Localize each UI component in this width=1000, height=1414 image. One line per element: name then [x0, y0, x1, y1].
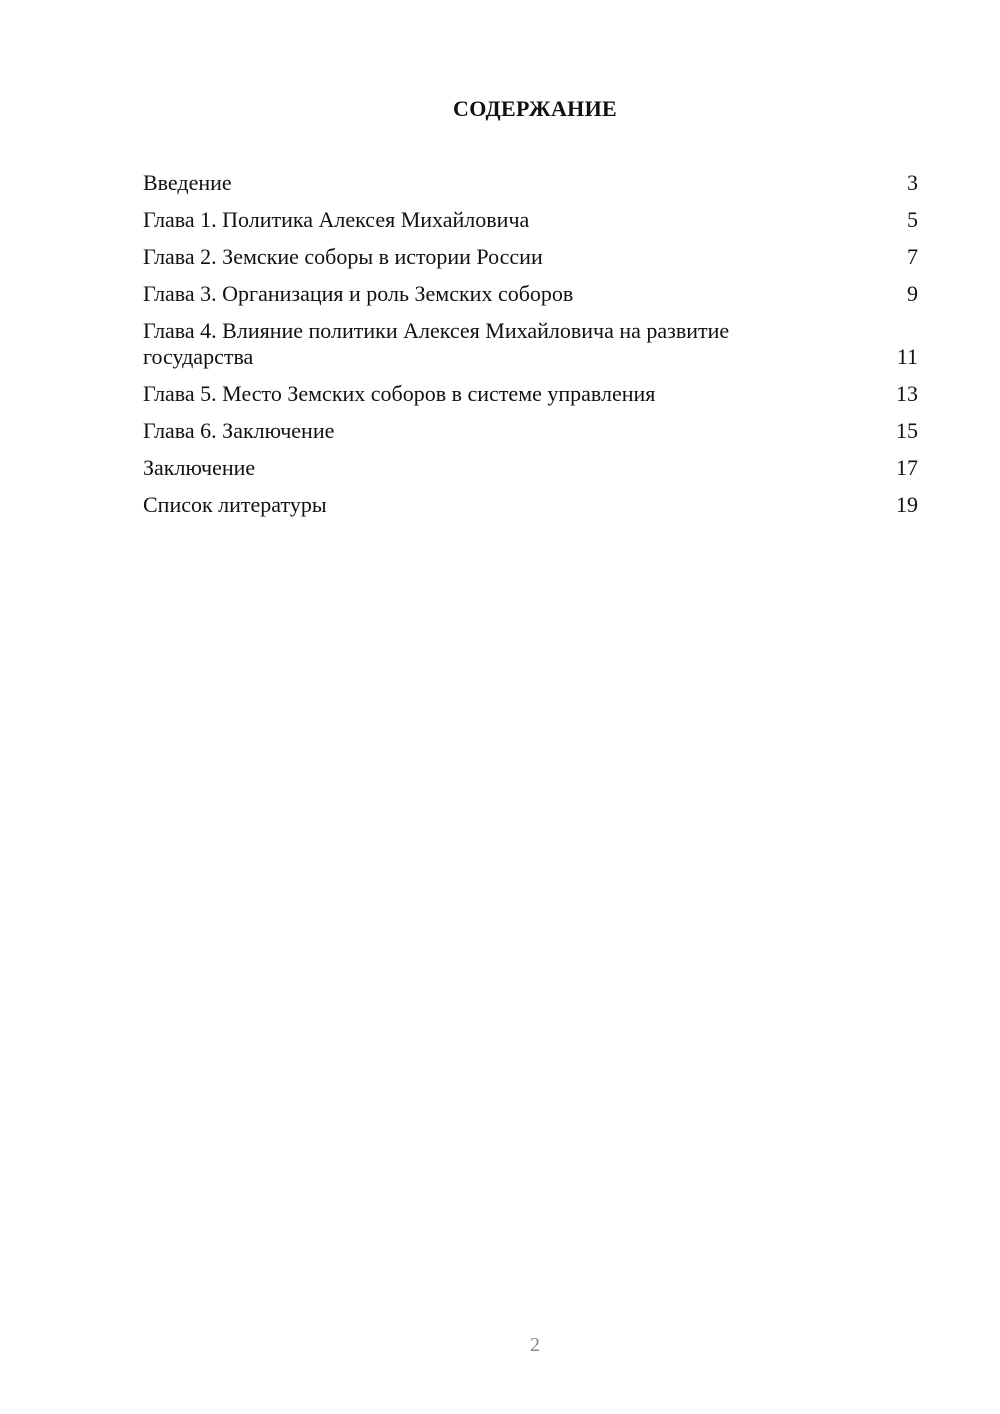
toc-entry-label: Глава 6. Заключение: [143, 418, 335, 443]
toc-entry-chapter-3: [143, 281, 918, 307]
toc-entry-conclusion: [143, 455, 918, 481]
toc-entry-chapter-5: [143, 381, 918, 407]
table-of-contents: [143, 170, 918, 529]
toc-entry-page: 5: [907, 207, 918, 232]
page-title: СОДЕРЖАНИЕ: [453, 96, 617, 121]
toc-entry-page: 15: [896, 418, 918, 443]
toc-entry-chapter-1: [143, 207, 918, 233]
toc-entry-page: 19: [896, 492, 918, 517]
toc-entry-page: 7: [907, 244, 918, 269]
toc-entry-page: 9: [907, 281, 918, 306]
toc-entry-label: Глава 3. Организация и роль Земских соборов: [143, 281, 574, 306]
toc-entry-label: Глава 2. Земские соборы в истории России: [143, 244, 543, 269]
toc-entry-introduction: [143, 170, 918, 196]
toc-entry-page: 11: [896, 344, 918, 369]
toc-entry-page: 17: [896, 455, 918, 480]
toc-entry-chapter-4: [143, 318, 918, 370]
toc-entry-label: Глава 1. Политика Алексея Михайловича: [143, 207, 530, 232]
toc-entry-label: Введение: [143, 170, 232, 195]
toc-entry-page: 3: [907, 170, 918, 195]
toc-entry-chapter-2: [143, 244, 918, 270]
toc-entry-label: Заключение: [143, 455, 256, 480]
toc-entry-label: Глава 4. Влияние политики Алексея Михайловича на развитие государства: [143, 318, 730, 369]
toc-entry-label: Список литературы: [143, 492, 327, 517]
toc-entry-chapter-6: [143, 418, 918, 444]
page-number: 2: [530, 1334, 540, 1356]
toc-entry-bibliography: [143, 492, 918, 518]
toc-entry-page: 13: [896, 381, 918, 406]
toc-entry-label: Глава 5. Место Земских соборов в системе управления: [143, 381, 656, 406]
